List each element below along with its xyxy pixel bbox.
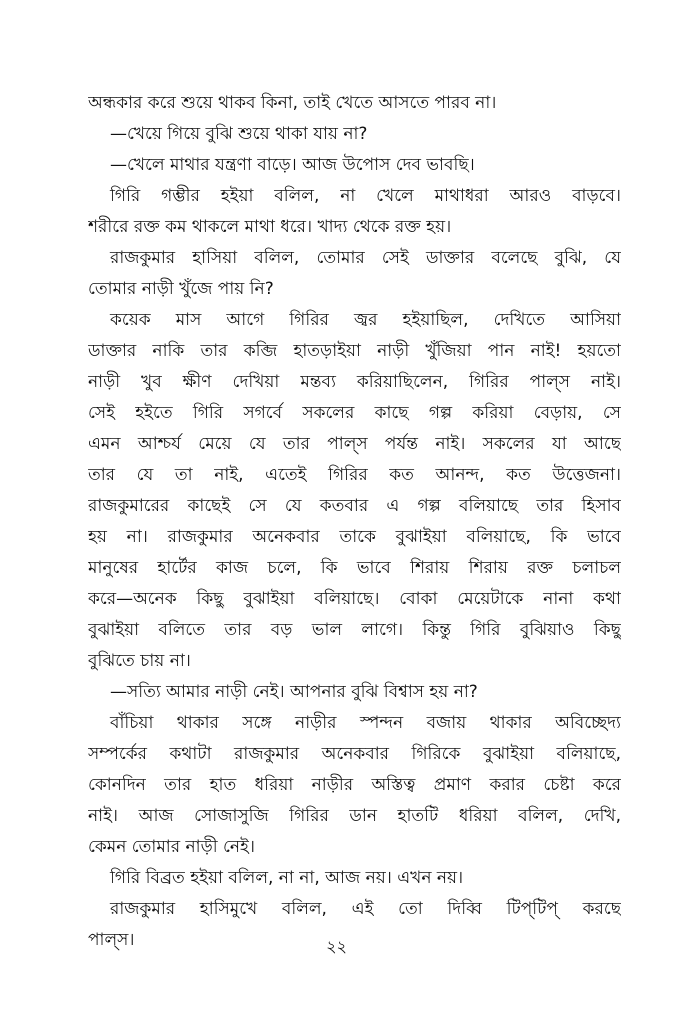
- text-line: কোনদিন তার হাত ধরিয়া নাড়ীর অস্তিত্ব প্রমাণ করার চেষ্টা করে: [88, 775, 621, 795]
- text-line: সম্পর্কের কথাটা রাজকুমার অনেকবার গিরিকে বুঝাইয়া বলিয়াছে,: [88, 744, 621, 764]
- page-number: ২২: [326, 937, 347, 956]
- text-line: তার যে তা নাই, এতেই গিরির কত আনন্দ, কত উত্তেজনা।: [88, 465, 621, 485]
- text-line: কয়েক মাস আগে গিরির জ্বর হইয়াছিল, দেখিতে আসিয়া: [110, 310, 621, 330]
- text-line: রাজকুমার হাসিমুখে বলিল, এই তো দিব্বি টিপ্‌টিপ্‌ করছে: [110, 899, 621, 919]
- text-line: বাঁচিয়া থাকার সঙ্গে নাড়ীর স্পন্দন বজায় থাকার অবিচ্ছেদ্য: [110, 713, 621, 733]
- text-line: হয় না। রাজকুমার অনেকবার তাকে বুঝাইয়া বলিয়াছে, কি ভাবে: [88, 527, 621, 547]
- text-line: সেই হইতে গিরি সগর্বে সকলের কাছে গল্প করিয়া বেড়ায়, সে: [88, 403, 621, 423]
- text-line: রাজকুমারের কাছেই সে যে কতবার এ গল্প বলিয়াছে তার হিসাব: [88, 496, 621, 516]
- text-line: অন্ধকার করে শুয়ে থাকব কিনা, তাই খেতে আসতে পারব না।: [88, 93, 497, 113]
- text-line: পাল্‌স।: [88, 930, 135, 950]
- text-line: মানুষের হার্টের কাজ চলে, কি ভাবে শিরায় শিরায় রক্ত চলাচল: [88, 558, 621, 578]
- text-line: —খেলে মাথার যন্ত্রণা বাড়ে। আজ উপোস দেব ভাবছি।: [110, 155, 475, 175]
- text-line: গিরি গম্ভীর হইয়া বলিল, না খেলে মাথাধরা আরও বাড়বে।: [110, 186, 621, 206]
- text-line: নাড়ী খুব ক্ষীণ দেখিয়া মন্তব্য করিয়াছিলেন, গিরির পাল্‌স নাই।: [88, 372, 621, 392]
- text-line: নাই। আজ সোজাসুজি গিরির ডান হাতটি ধরিয়া বলিল, দেখি,: [88, 806, 621, 826]
- text-line: —খেয়ে গিয়ে বুঝি শুয়ে থাকা যায় না?: [110, 124, 368, 144]
- text-line: শরীরে রক্ত কম থাকলে মাথা ধরে। খাদ্য থেকে রক্ত হয়।: [88, 217, 452, 237]
- body-text: [88, 88, 621, 956]
- text-line: —সত্যি আমার নাড়ী নেই। আপনার বুঝি বিশ্বাস হয় না?: [110, 682, 478, 702]
- text-line: তোমার নাড়ী খুঁজে পায় নি?: [88, 279, 274, 299]
- text-line: ডাক্তার নাকি তার কব্জি হাতড়াইয়া নাড়ী খুঁজিয়া পান নাই! হয়তো: [88, 341, 621, 361]
- text-line: বুঝিতে চায় না।: [88, 651, 191, 671]
- text-line: রাজকুমার হাসিয়া বলিল, তোমার সেই ডাক্তার বলেছে বুঝি, যে: [110, 248, 621, 268]
- text-line: এমন আশ্চর্য মেয়ে যে তার পাল্‌স পর্যন্ত নাই। সকলের যা আছে: [88, 434, 621, 454]
- text-line: বুঝাইয়া বলিতে তার বড় ভাল লাগে। কিন্তু গিরি বুঝিয়াও কিছু: [88, 620, 621, 640]
- text-line: করে—অনেক কিছু বুঝাইয়া বলিয়াছে। বোকা মেয়েটাকে নানা কথা: [88, 589, 621, 609]
- text-line: কেমন তোমার নাড়ী নেই।: [88, 837, 255, 857]
- text-line: গিরি বিব্রত হইয়া বলিল, না না, আজ নয়। এখন নয়।: [110, 868, 464, 888]
